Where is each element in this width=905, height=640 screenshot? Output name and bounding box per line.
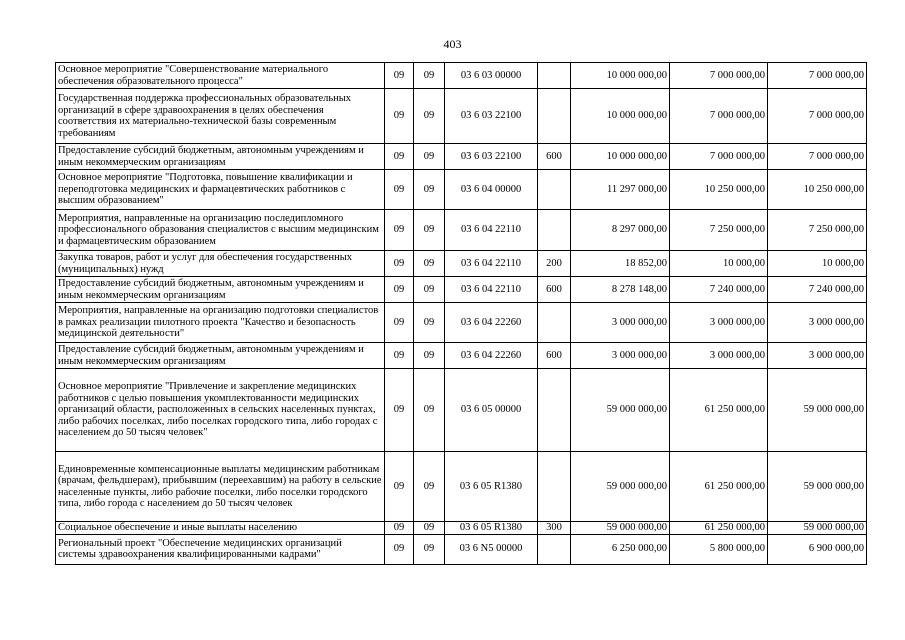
expense-name-cell: Закупка товаров, работ и услуг для обеспечения государственных (муниципальных) нужд xyxy=(56,251,385,277)
target-article-cell: 03 6 05 R1380 xyxy=(445,522,538,535)
amount-year3-cell: 7 250 000,00 xyxy=(768,210,867,251)
subsection-code-cell: 09 xyxy=(414,369,445,452)
section-code-cell: 09 xyxy=(385,170,414,210)
target-article-cell: 03 6 04 22110 xyxy=(445,210,538,251)
table-row xyxy=(56,369,867,452)
table-row xyxy=(56,303,867,343)
amount-year1-cell: 10 000 000,00 xyxy=(571,63,670,89)
amount-year3-cell: 7 000 000,00 xyxy=(768,63,867,89)
target-article-cell: 03 6 05 R1380 xyxy=(445,452,538,522)
table-row xyxy=(56,210,867,251)
section-code-cell: 09 xyxy=(385,452,414,522)
amount-year3-cell: 6 900 000,00 xyxy=(768,534,867,564)
expense-type-cell xyxy=(538,63,571,89)
amount-year1-cell: 3 000 000,00 xyxy=(571,303,670,343)
target-article-cell: 03 6 03 22100 xyxy=(445,89,538,144)
expense-name-cell: Региональный проект "Обеспечение медицинских организаций системы здравоохранения квалифицированными кадрами" xyxy=(56,534,385,564)
amount-year3-cell: 59 000 000,00 xyxy=(768,452,867,522)
table-row xyxy=(56,277,867,303)
subsection-code-cell: 09 xyxy=(414,534,445,564)
expense-type-cell xyxy=(538,534,571,564)
section-code-cell: 09 xyxy=(385,277,414,303)
section-code-cell: 09 xyxy=(385,369,414,452)
subsection-code-cell: 09 xyxy=(414,89,445,144)
section-code-cell: 09 xyxy=(385,522,414,535)
amount-year1-cell: 11 297 000,00 xyxy=(571,170,670,210)
subsection-code-cell: 09 xyxy=(414,522,445,535)
section-code-cell: 09 xyxy=(385,534,414,564)
section-code-cell: 09 xyxy=(385,144,414,170)
expense-name-cell: Предоставление субсидий бюджетным, автономным учреждениям и иным некоммерческим организациям xyxy=(56,144,385,170)
amount-year2-cell: 7 250 000,00 xyxy=(670,210,768,251)
amount-year1-cell: 59 000 000,00 xyxy=(571,452,670,522)
amount-year2-cell: 7 000 000,00 xyxy=(670,144,768,170)
amount-year1-cell: 18 852,00 xyxy=(571,251,670,277)
expense-type-cell: 600 xyxy=(538,144,571,170)
target-article-cell: 03 6 04 22260 xyxy=(445,343,538,369)
table-row xyxy=(56,144,867,170)
amount-year2-cell: 7 000 000,00 xyxy=(670,89,768,144)
expense-name-cell: Государственная поддержка профессиональных образовательных организаций в сфере здравоохранения в целях обеспечения соответствия их материально-технической базы современным требованиям xyxy=(56,89,385,144)
expense-name-cell: Единовременные компенсационные выплаты медицинским работникам (врачам, фельдшерам), прибывшим (переехавшим) на работу в сельские населенные пункты, либо рабочие поселки, либо поселки городского типа, либо города с населением до 50 тысяч человек xyxy=(56,452,385,522)
subsection-code-cell: 09 xyxy=(414,144,445,170)
subsection-code-cell: 09 xyxy=(414,343,445,369)
expense-name-cell: Основное мероприятие "Подготовка, повышение квалификации и переподготовка медицинских и фармацевтических работников с высшим образованием" xyxy=(56,170,385,210)
page-number: 403 xyxy=(443,37,462,51)
subsection-code-cell: 09 xyxy=(414,277,445,303)
amount-year3-cell: 10 000,00 xyxy=(768,251,867,277)
target-article-cell: 03 6 N5 00000 xyxy=(445,534,538,564)
table-row xyxy=(56,89,867,144)
expense-name-cell: Основное мероприятие "Совершенствование материального обеспечения образовательного процесса" xyxy=(56,63,385,89)
expense-type-cell xyxy=(538,452,571,522)
section-code-cell: 09 xyxy=(385,303,414,343)
target-article-cell: 03 6 04 22110 xyxy=(445,277,538,303)
target-article-cell: 03 6 04 22110 xyxy=(445,251,538,277)
amount-year2-cell: 7 000 000,00 xyxy=(670,63,768,89)
expense-name-cell: Основное мероприятие "Привлечение и закрепление медицинских работников с целью повышения укомплектованности медицинских организаций области, расположенных в сельских населенных пунктах, либо рабочих поселках, либо поселках городского типа, либо городах с населением до 50 тысяч человек" xyxy=(56,369,385,452)
section-code-cell: 09 xyxy=(385,343,414,369)
amount-year1-cell: 10 000 000,00 xyxy=(571,89,670,144)
section-code-cell: 09 xyxy=(385,63,414,89)
table-row xyxy=(56,170,867,210)
subsection-code-cell: 09 xyxy=(414,63,445,89)
expense-type-cell xyxy=(538,89,571,144)
amount-year2-cell: 61 250 000,00 xyxy=(670,522,768,535)
expense-name-cell: Предоставление субсидий бюджетным, автономным учреждениям и иным некоммерческим организациям xyxy=(56,277,385,303)
amount-year1-cell: 59 000 000,00 xyxy=(571,522,670,535)
amount-year2-cell: 3 000 000,00 xyxy=(670,343,768,369)
amount-year3-cell: 10 250 000,00 xyxy=(768,170,867,210)
expense-type-cell xyxy=(538,210,571,251)
table-row xyxy=(56,63,867,89)
amount-year3-cell: 59 000 000,00 xyxy=(768,522,867,535)
expense-type-cell xyxy=(538,303,571,343)
amount-year3-cell: 7 000 000,00 xyxy=(768,144,867,170)
amount-year2-cell: 10 250 000,00 xyxy=(670,170,768,210)
expense-type-cell: 200 xyxy=(538,251,571,277)
table-row xyxy=(56,251,867,277)
amount-year1-cell: 59 000 000,00 xyxy=(571,369,670,452)
table-row xyxy=(56,522,867,535)
amount-year3-cell: 3 000 000,00 xyxy=(768,303,867,343)
section-code-cell: 09 xyxy=(385,89,414,144)
expense-type-cell: 600 xyxy=(538,277,571,303)
expense-name-cell: Социальное обеспечение и иные выплаты населению xyxy=(56,522,385,535)
amount-year2-cell: 61 250 000,00 xyxy=(670,369,768,452)
subsection-code-cell: 09 xyxy=(414,251,445,277)
expense-type-cell xyxy=(538,170,571,210)
table-row xyxy=(56,343,867,369)
target-article-cell: 03 6 03 00000 xyxy=(445,63,538,89)
amount-year3-cell: 7 000 000,00 xyxy=(768,89,867,144)
amount-year2-cell: 7 240 000,00 xyxy=(670,277,768,303)
amount-year1-cell: 6 250 000,00 xyxy=(571,534,670,564)
amount-year2-cell: 61 250 000,00 xyxy=(670,452,768,522)
expense-type-cell: 600 xyxy=(538,343,571,369)
target-article-cell: 03 6 05 00000 xyxy=(445,369,538,452)
amount-year3-cell: 7 240 000,00 xyxy=(768,277,867,303)
target-article-cell: 03 6 04 22260 xyxy=(445,303,538,343)
expense-name-cell: Предоставление субсидий бюджетным, автономным учреждениям и иным некоммерческим организациям xyxy=(56,343,385,369)
expense-type-cell xyxy=(538,369,571,452)
amount-year3-cell: 59 000 000,00 xyxy=(768,369,867,452)
target-article-cell: 03 6 03 22100 xyxy=(445,144,538,170)
expense-name-cell: Мероприятия, направленные на организацию подготовки специалистов в рамках реализации пилотного проекта "Качество и безопасность медицинской деятельности" xyxy=(56,303,385,343)
subsection-code-cell: 09 xyxy=(414,452,445,522)
expense-type-cell: 300 xyxy=(538,522,571,535)
amount-year1-cell: 8 297 000,00 xyxy=(571,210,670,251)
subsection-code-cell: 09 xyxy=(414,303,445,343)
subsection-code-cell: 09 xyxy=(414,210,445,251)
section-code-cell: 09 xyxy=(385,251,414,277)
amount-year1-cell: 10 000 000,00 xyxy=(571,144,670,170)
table-row xyxy=(56,452,867,522)
amount-year2-cell: 10 000,00 xyxy=(670,251,768,277)
amount-year2-cell: 5 800 000,00 xyxy=(670,534,768,564)
amount-year1-cell: 8 278 148,00 xyxy=(571,277,670,303)
amount-year2-cell: 3 000 000,00 xyxy=(670,303,768,343)
budget-table-body xyxy=(56,63,867,565)
amount-year3-cell: 3 000 000,00 xyxy=(768,343,867,369)
budget-table xyxy=(55,62,867,565)
amount-year1-cell: 3 000 000,00 xyxy=(571,343,670,369)
target-article-cell: 03 6 04 00000 xyxy=(445,170,538,210)
subsection-code-cell: 09 xyxy=(414,170,445,210)
section-code-cell: 09 xyxy=(385,210,414,251)
table-row xyxy=(56,534,867,564)
expense-name-cell: Мероприятия, направленные на организацию последипломного профессионального образования специалистов с высшим медицинским и фармацевтическим образованием xyxy=(56,210,385,251)
